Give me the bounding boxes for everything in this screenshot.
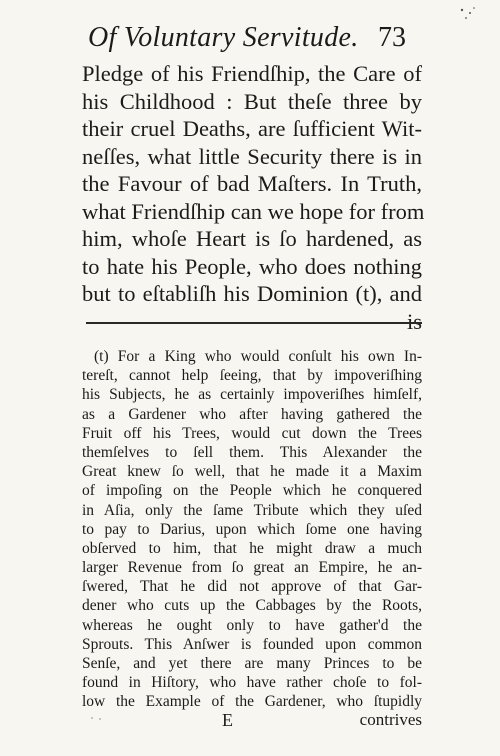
main-text-line: but to eſtabliſh his Dominion (t), and <box>82 281 422 306</box>
main-text-line: their cruel Deaths, are ſufficient Wit- <box>82 116 422 141</box>
main-text-line: his Childhood : But theſe three by <box>82 88 422 114</box>
running-head: Of Voluntary Servitude. <box>88 22 359 53</box>
main-text-line: is <box>406 308 422 334</box>
footnote-line: in Aſia, only the ſame Tribute which they uſed <box>82 501 422 519</box>
footnote-line: to pay to Darius, upon which ſome one having <box>82 520 422 538</box>
footnote-line: his Subjects, he as certainly impoveriſhes himſelf, <box>82 386 422 404</box>
main-text-line: him, whoſe Heart is ſo hardened, as <box>82 226 422 251</box>
footnote-line: ſwered, That he did not approve of that Gar- <box>82 578 422 596</box>
footnote-line: Sprouts. This Anſwer is founded upon common <box>82 635 422 653</box>
main-text-line: what Friendſhip can we hope for from <box>82 198 425 224</box>
footnote-line: (t) For a King who would conſult his own In- <box>94 348 422 365</box>
footnote-line: obſerved to him, that he might draw a much <box>82 539 422 557</box>
page-number: 73 <box>378 22 406 53</box>
footnote-line: Fruit off his Trees, would cut down the Trees <box>82 424 422 442</box>
footnote-line: Senſe, and yet there are many Princes to be <box>82 655 422 672</box>
footnote-line: themſelves to ſell them. This Alexander the <box>82 443 422 461</box>
main-text-line: the Favour of bad Maſters. In Truth, <box>82 171 422 196</box>
footnote-line: tereſt, cannot help ſeeing, that by impoveriſhing <box>82 367 422 385</box>
main-text-line: neſſes, what little Security there is in <box>82 143 422 169</box>
footnote-line: found in Hiſtory, who have rather choſe to fol- <box>82 674 422 692</box>
footnote-line: dener who cuts up the Cabbages by the Roots, <box>82 597 422 615</box>
footnote-line: as a Gardener who after having gathered the <box>82 405 422 423</box>
footnote-line: whereas he ought only to have gather'd the <box>82 616 422 634</box>
footnote-line: low the Example of the Gardener, who ſtupidly <box>82 693 422 711</box>
footnote-line: Great knew ſo well, that he made it a Maxim <box>82 463 422 481</box>
signature-mark: E <box>222 710 233 730</box>
main-text-line: Pledge of his Friendſhip, the Care of <box>82 61 422 86</box>
main-text-line: to hate his People, who does nothing <box>82 253 422 279</box>
footnote-line: larger Revenue from ſo great an Empire, he an- <box>82 559 422 577</box>
footnote-line: of impoſing on the People which he conquered <box>82 482 422 500</box>
catchword: contrives <box>359 710 422 729</box>
